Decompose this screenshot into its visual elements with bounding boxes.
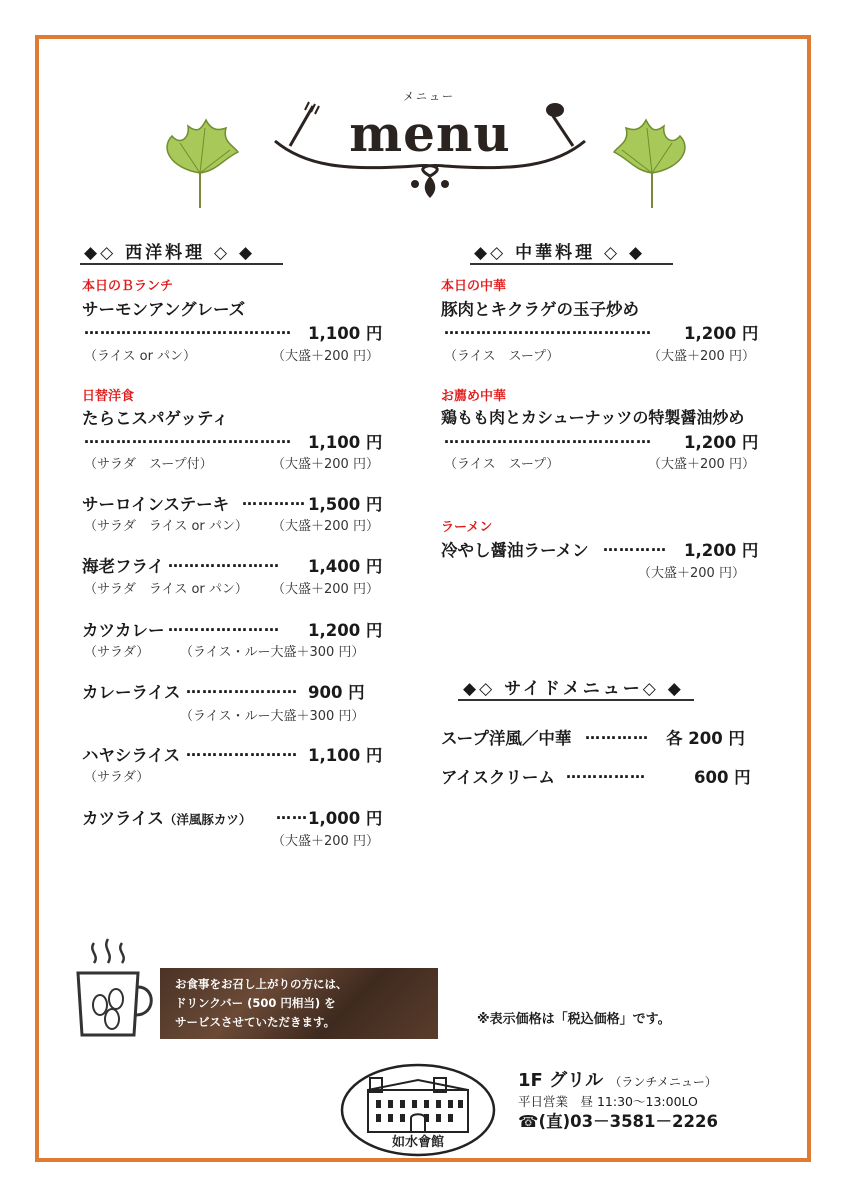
coffee-cup-icon	[72, 935, 157, 1045]
chinese-item-1-category: 本日の中華	[441, 279, 507, 294]
western-item-4-name: 海老フライ	[82, 557, 165, 576]
western-item-1-dots: …………………………………	[84, 320, 292, 338]
header-kana: メニュー	[403, 90, 455, 103]
phone-number: ☎(直)03－3581－2226	[518, 1112, 718, 1131]
western-title-underline	[80, 263, 283, 265]
chinese-item-2-dots: …………………………………	[444, 429, 652, 447]
chinese-title-underline	[470, 263, 673, 265]
chinese-item-1-price: 1,200 円	[684, 324, 759, 343]
side-section-title: ◆◇ サイドメニュー◇ ◆	[463, 679, 684, 699]
western-item-2-name: たらこスパゲッティ	[82, 409, 229, 428]
chinese-item-2-note-large: （大盛＋200 円）	[648, 457, 755, 472]
western-item-5-note-large: （ライス・ルー大盛＋300 円）	[180, 645, 365, 660]
western-item-1-note: （ライス or パン）	[84, 349, 197, 364]
western-item-2-note: （サラダ スープ付）	[84, 457, 213, 472]
chinese-item-2-price: 1,200 円	[684, 433, 759, 452]
fork-spoon-ornament	[265, 96, 595, 211]
western-item-2-category: 日替洋食	[82, 389, 135, 404]
western-item-8-name-sub: （洋風豚カツ）	[163, 812, 252, 827]
western-item-7-price: 1,100 円	[308, 746, 383, 765]
western-item-1-note-large: （大盛＋200 円）	[272, 349, 379, 364]
western-item-8-dots: ……	[276, 805, 308, 823]
leaf-icon	[612, 118, 692, 213]
chinese-item-2-note: （ライス スープ）	[444, 457, 560, 472]
notice-line-3: サービスさせていただきます。	[175, 1015, 336, 1029]
western-item-8-name	[82, 805, 251, 829]
western-item-4-note-large: （大盛＋200 円）	[272, 582, 379, 597]
notice-line-1: お食事をお召し上がりの方には、	[175, 977, 348, 991]
western-item-1-price: 1,100 円	[308, 324, 383, 343]
western-item-6-name: カレーライス	[82, 683, 181, 702]
fork-icon	[290, 102, 319, 146]
side-item-1-price: 各 200 円	[666, 729, 745, 748]
building-logo-icon	[338, 1060, 498, 1160]
western-item-5-dots: …………………	[168, 617, 280, 635]
western-item-3-note-large: （大盛＋200 円）	[272, 519, 379, 534]
side-item-1-name: スープ洋風／中華	[441, 729, 572, 748]
chinese-item-3-name: 冷やし醤油ラーメン	[441, 541, 589, 560]
chinese-item-1-name: 豚肉とキクラゲの玉子炒め	[441, 300, 639, 319]
western-item-2-note-large: （大盛＋200 円）	[272, 457, 379, 472]
western-item-5-name: カツカレー	[82, 621, 165, 640]
western-item-3-dots: …………	[242, 491, 306, 509]
venue-subtitle: （ランチメニュー）	[609, 1075, 717, 1089]
tax-note: ※表示価格は「税込価格」です。	[477, 1012, 671, 1027]
western-item-7-note: （サラダ）	[84, 770, 150, 785]
western-item-8-note-large: （大盛＋200 円）	[272, 834, 379, 849]
chinese-item-1-note: （ライス スープ）	[444, 349, 560, 364]
venue-title	[518, 1066, 717, 1092]
chinese-section-title: ◆◇ 中華料理 ◇ ◆	[474, 243, 646, 263]
western-item-7-dots: …………………	[186, 742, 298, 760]
chinese-item-3-category: ラーメン	[441, 520, 493, 535]
western-item-4-price: 1,400 円	[308, 557, 383, 576]
side-item-1-dots: …………	[585, 725, 649, 743]
notice-line-2: ドリンクバー (500 円相当) を	[175, 996, 336, 1010]
western-item-1-name: サーモンアングレーズ	[82, 300, 246, 319]
western-section-title: ◆◇ 西洋料理 ◇ ◆	[84, 243, 256, 263]
western-item-3-note: （サラダ ライス or パン）	[84, 519, 248, 534]
western-item-8-name-main: カツライス	[82, 809, 164, 828]
chinese-item-1-dots: …………………………………	[444, 320, 652, 338]
chinese-item-2-name: 鶏もも肉とカシューナッツの特製醤油炒め	[441, 408, 745, 427]
leaf-icon	[160, 118, 240, 213]
logo-text: 如水會館	[391, 1135, 445, 1150]
chinese-item-1-note-large: （大盛＋200 円）	[648, 349, 755, 364]
side-item-2-price: 600 円	[694, 768, 751, 787]
western-item-4-note: （サラダ ライス or パン）	[84, 582, 248, 597]
venue-name: 1F グリル	[518, 1070, 604, 1091]
western-item-6-note-large: （ライス・ルー大盛＋300 円）	[180, 709, 365, 724]
western-item-5-price: 1,200 円	[308, 621, 383, 640]
chinese-item-2-category: お薦め中華	[441, 389, 507, 404]
side-item-2-name: アイスクリーム	[441, 768, 555, 787]
western-item-5-note: （サラダ）	[84, 645, 150, 660]
chinese-item-3-dots: …………	[603, 537, 667, 555]
western-item-3-name: サーロインステーキ	[82, 495, 230, 514]
side-title-underline	[458, 699, 694, 701]
notice-text	[175, 975, 435, 1032]
spoon-icon	[546, 103, 573, 146]
chinese-item-3-price: 1,200 円	[684, 541, 759, 560]
western-item-1-category: 本日のＢランチ	[82, 279, 174, 294]
header-title: menu	[349, 104, 511, 163]
side-item-2-dots: ……………	[566, 764, 646, 782]
western-item-2-price: 1,100 円	[308, 433, 383, 452]
business-hours: 平日営業 昼 11:30～13:00LO	[518, 1094, 698, 1109]
western-item-4-dots: …………………	[168, 553, 280, 571]
western-item-3-price: 1,500 円	[308, 495, 383, 514]
western-item-8-price: 1,000 円	[308, 809, 383, 828]
chinese-item-3-note-large: （大盛＋200 円）	[638, 566, 745, 581]
western-item-7-name: ハヤシライス	[82, 746, 181, 765]
western-item-6-price: 900 円	[308, 683, 365, 702]
western-item-2-dots: …………………………………	[84, 429, 292, 447]
western-item-6-dots: …………………	[186, 679, 298, 697]
